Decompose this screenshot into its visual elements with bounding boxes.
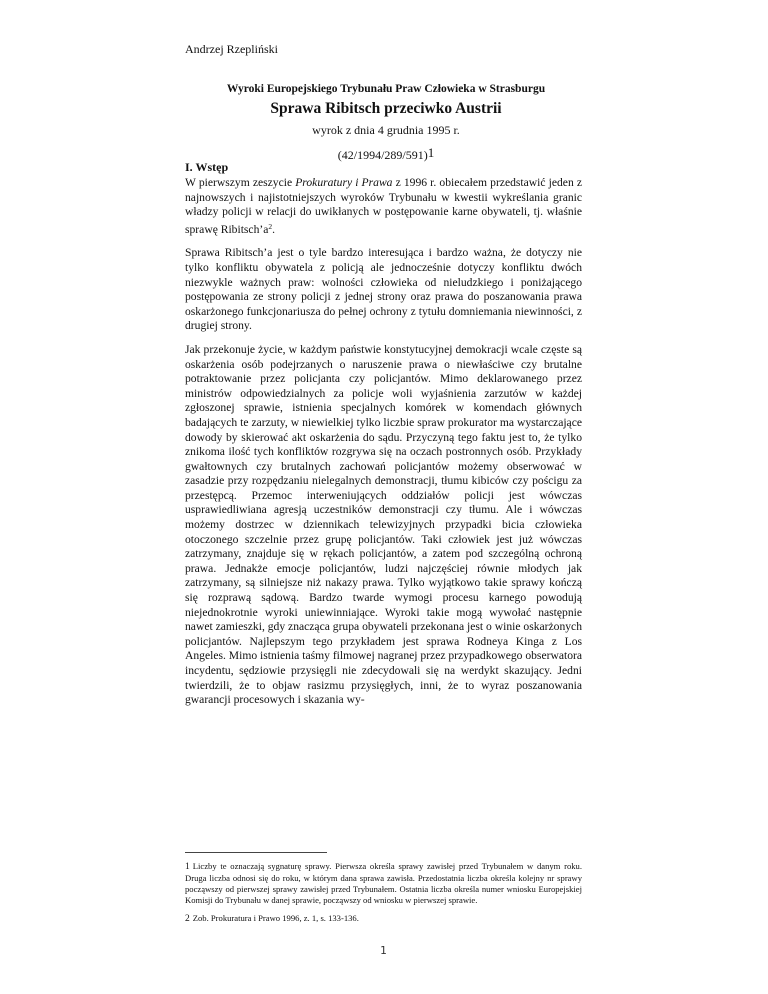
footnote-1-text: Liczby te oznaczają sygnaturę sprawy. Pierwsza określa sprawy zawisłej przed Trybunałem w danym roku. Druga liczba odnosi się do roku, w którym dana sprawa zawisła. Przedostatnia liczba określa kolejny nr sprawy począwszy od pierwszej sprawy zawisłej przed Trybunałem. Ostatnia liczba określa numer wniosku Europejskiej Komisji do Trybunału w danej sprawie, począwszy od wniosku w pierwszej sprawie. [185,861,582,905]
footnote-ref-1: 1 [427,145,435,160]
journal-title: Prokuratury i Prawa [295,176,393,189]
paragraph-1-end: . [272,222,276,236]
footnote-2 [185,913,582,925]
paragraph-1-text-b: z 1996 r. obiecałem przedstawić jeden z najnowszych i najistotniejszych wyroków Trybunału w kwestii wykreślania granic władzy policji w relacji do uwikłanych w postępowanie karne obywateli, tj. właśnie sprawę Ribitsch’a [185,176,583,236]
footnote-1 [185,861,582,906]
page-number: 1 [380,944,387,957]
running-header-author: Andrzej Rzepliński [185,42,278,56]
paragraph-1-text-a: W pierwszym zeszycie [185,176,296,189]
footnote-ref-2: 2 [268,221,273,231]
section-heading: I. Wstęp [185,160,229,174]
paragraph-3: Jak przekonuje życie, w każdym państwie konstytucyjnej demokracji wcale częste są oskarżenia osób podejrzanych o naruszenie prawa o niewłaściwe czy brutalne potraktowanie przez policjanta czy policjantów. Mimo deklarowanego przez ministrów odpowiedzialnych za policje woli wyjaśnienia zarzutów w każdej zgłoszonej sprawie, istnienia specjalnych komórek w komendach głównych badających te zarzuty, w niewielkiej tylko liczbie spraw prokurator ma wystarczające dowody by skierować akt oskarżenia do sądu. Przyczyną tego faktu jest to, że tylko znikoma ilość tych konfliktów rozgrywa się na oczach postronnych osób. Przykłady gwałtownych czy brutalnych zachowań policjantów możemy obserwować w zasadzie przy rozpędzaniu nielegalnych demonstracji, tłumu kibiców czy pościgu za przestępcą. Przemoc interweniujących oddziałów policji jest wówczas usprawiedliwiana agresją uczestników demonstracji czy tłumu. Ale i wówczas możemy dostrzec w dziennikach telewizyjnych przypadki bicia człowieka otoczonego szczelnie przez grupę policjantów. Taki człowiek jest już wówczas zatrzymany, znajduje się w rękach policjantów, a zatem pod szczególną ochroną prawa. Jednakże emocje policjantów, ludzi najczęściej równie młodych jak zatrzymany, są silniejsze niż nakazy prawa. Tylko wyjątkowo takie sprawy kończą się rozprawą sądową. Bardzo twarde wymogi procesu karnego powodują niejednokrotnie wyroki uniewinniające. Wyroki takie mogą wywołać następnie nawet zamieszki, gdy znacząca grupa obywateli przekonana jest o winie oskarżonych policjantów. Najlepszym tego przykładem jest sprawa Rodneya Kinga z Los Angeles. Mimo istnienia taśmy filmowej nagranej przez przypadkowego obserwatora incydentu, sędziowie przysięgli nie zdecydowali się na werdykt skazujący. Jedni twierdzili, że to objaw rasizmu przysięgłych, inni, że to wyraz poszanowania gwarancji procesowych i skazania wy- [185,342,582,707]
footnote-separator [185,852,327,853]
footnote-2-number: 2 [185,914,190,924]
footnotes [185,861,582,932]
case-reference-number: (42/1994/289/591) [337,148,428,162]
case-title: Sprawa Ribitsch przeciwko Austrii [270,100,502,117]
paragraph-1 [185,176,582,237]
series-title: Wyroki Europejskiego Trybunału Praw Człowieka w Strasburgu [226,83,546,95]
title-block [186,83,586,163]
footnote-2-text: Zob. Prokuratura i Prawo 1996, z. 1, s. 133-136. [192,913,359,923]
paragraph-2: Sprawa Ribitsch’a jest o tyle bardzo interesująca i bardzo ważna, że dotyczy nie tylko konfliktu obywatela z policją ale jednocześnie dotyczy konfliktu dwóch niezwykle ważnych praw: wolności człowieka od nieludzkiego i poniżającego postępowania ze strony policji z jednej strony oraz prawa do poszanowania prawa oskarżonego funkcjonariusza do pełnej ochrony z tytułu domniemania niewinności, z drugiej strony. [185,246,582,333]
footnote-1-number: 1 [185,862,190,872]
verdict-date: wyrok z dnia 4 grudnia 1995 r. [312,123,460,137]
article-body [185,160,582,717]
